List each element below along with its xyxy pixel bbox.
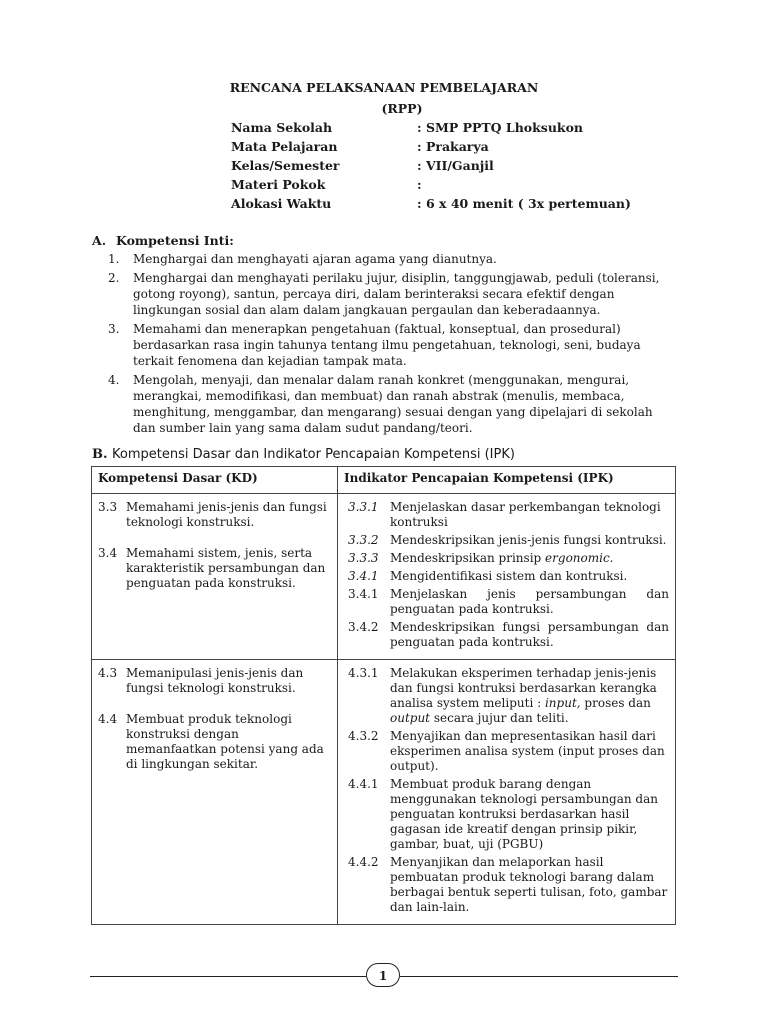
page-number: 1 bbox=[366, 963, 400, 987]
ipk-text: Membuat produk barang dengan menggunakan teknologi persambungan dan penguatan kontruksi berdasarkan hasil gagasan ide kreatif dengan prinsip pikir, gambar, buat, uji (PGBU) bbox=[390, 777, 658, 851]
kompetensi-inti-list bbox=[108, 251, 670, 439]
ipk-text: proses dan bbox=[584, 696, 651, 710]
list-text: Menghargai dan menghayati ajaran agama yang dianutnya. bbox=[133, 252, 497, 266]
meta-row-class bbox=[231, 156, 631, 175]
ipk-item bbox=[348, 666, 669, 726]
kd-number: 3.3 bbox=[98, 500, 118, 514]
list-text: Memahami dan menerapkan pengetahuan (faktual, konseptual, dan prosedural) berdasarkan rasa ingin tahunya tentang ilmu pengetahuan, teknologi, seni, budaya terkait fenomena dan kejadian tampak mata. bbox=[133, 322, 641, 368]
ipk-text: Menjelaskan jenis persambungan dan penguatan pada kontruksi. bbox=[390, 587, 669, 616]
footer-rule-right bbox=[400, 976, 678, 977]
ipk-item bbox=[348, 569, 669, 584]
ipk-number: 3.4.1 bbox=[348, 569, 379, 583]
kd-number: 4.3 bbox=[98, 666, 118, 680]
meta-label: Alokasi Waktu bbox=[231, 196, 332, 211]
meta-label: Mata Pelajaran bbox=[231, 139, 338, 154]
ipk-text-italic: output bbox=[390, 711, 431, 725]
ipk-text: Mendeskripsikan fungsi persambungan dan penguatan pada kontruksi. bbox=[390, 620, 669, 649]
ipk-number: 3.4.2 bbox=[348, 620, 379, 634]
kd-text: Memanipulasi jenis-jenis dan fungsi teknologi konstruksi. bbox=[126, 666, 304, 695]
meta-value: : Prakarya bbox=[417, 139, 489, 154]
ipk-item bbox=[348, 620, 669, 650]
ipk-item bbox=[348, 777, 669, 852]
meta-value: : bbox=[417, 177, 422, 192]
ipk-text: Melakukan eksperimen terhadap jenis-jenis dan fungsi kontruksi berdasarkan kerangka analisa system meliputi : bbox=[390, 666, 657, 710]
ipk-cell bbox=[338, 494, 676, 660]
kd-item bbox=[98, 666, 331, 696]
meta-row-time bbox=[231, 194, 631, 213]
ipk-number: 3.3.1 bbox=[348, 500, 379, 514]
column-header-kd: Kompetensi Dasar (KD) bbox=[92, 467, 338, 494]
section-a-heading bbox=[92, 233, 234, 248]
kd-ipk-table bbox=[91, 466, 676, 925]
ipk-number: 4.4.1 bbox=[348, 777, 379, 791]
table-row bbox=[92, 494, 676, 660]
ipk-number: 4.4.2 bbox=[348, 855, 379, 869]
kd-text: Memahami sistem, jenis, serta karakteristik persambungan dan penguatan pada konstruksi. bbox=[126, 546, 326, 590]
ipk-item bbox=[348, 533, 669, 548]
ipk-text-italic: input, bbox=[544, 696, 581, 710]
meta-row-subject bbox=[231, 137, 631, 156]
ipk-item bbox=[348, 500, 669, 530]
meta-label: Materi Pokok bbox=[231, 177, 326, 192]
kd-number: 3.4 bbox=[98, 546, 118, 560]
identity-block bbox=[231, 118, 631, 213]
section-title: Kompetensi Inti: bbox=[116, 233, 234, 248]
list-number: 1. bbox=[108, 252, 120, 266]
ipk-text: Menjelaskan dasar perkembangan teknologi kontruksi bbox=[390, 500, 661, 529]
meta-label: Kelas/Semester bbox=[231, 158, 340, 173]
ipk-item bbox=[348, 587, 669, 617]
kd-item bbox=[98, 712, 331, 772]
document-subtitle: (RPP) bbox=[381, 101, 423, 116]
list-text: Menghargai dan menghayati perilaku jujur, disiplin, tanggungjawab, peduli (toleransi, gotong royong), santun, percaya diri, dalam berinteraksi secara efektif dengan lingkungan sosial dan alam dalam jangkauan pergaulan dan keberadaannya. bbox=[133, 271, 660, 317]
kd-item bbox=[98, 546, 331, 591]
list-item bbox=[108, 251, 670, 267]
ipk-text: Menyanjikan dan melaporkan hasil pembuatan produk teknologi barang dalam berbagai bentuk seperti tulisan, foto, gambar dan lain-lain. bbox=[390, 855, 668, 914]
list-text: Mengolah, menyaji, dan menalar dalam ranah konkret (menggunakan, mengurai, merangkai, memodifikasi, dan membuat) dan ranah abstrak (menulis, membaca, menghitung, menggambar, dan mengarang) sesuai dengan yang dipelajari di sekolah dan sumber lain yang sama dalam sudut pandang/teori. bbox=[133, 373, 653, 435]
ipk-text-italic: ergonomic. bbox=[545, 551, 614, 565]
section-letter: A. bbox=[92, 233, 107, 248]
list-number: 2. bbox=[108, 271, 120, 285]
meta-value: : 6 x 40 menit ( 3x pertemuan) bbox=[417, 196, 631, 211]
ipk-text: Mendeskripsikan jenis-jenis fungsi kontruksi. bbox=[390, 533, 667, 547]
kd-text: Membuat produk teknologi konstruksi dengan memanfaatkan potensi yang ada di lingkungan sekitar. bbox=[126, 712, 324, 771]
ipk-text: Menyajikan dan mepresentasikan hasil dari eksperimen analisa system (input proses dan output). bbox=[390, 729, 665, 773]
ipk-item bbox=[348, 855, 669, 915]
document-title: RENCANA PELAKSANAAN PEMBELAJARAN bbox=[229, 80, 539, 95]
kd-cell bbox=[92, 494, 338, 660]
kd-text: Memahami jenis-jenis dan fungsi teknologi konstruksi. bbox=[126, 500, 327, 529]
ipk-text: secara jujur dan teliti. bbox=[433, 711, 569, 725]
meta-value: : VII/Ganjil bbox=[417, 158, 494, 173]
meta-row-topic bbox=[231, 175, 631, 194]
ipk-number: 3.3.2 bbox=[348, 533, 379, 547]
kd-number: 4.4 bbox=[98, 712, 118, 726]
list-item bbox=[108, 372, 670, 436]
footer-rule-left bbox=[90, 976, 366, 977]
ipk-number: 3.3.3 bbox=[348, 551, 379, 565]
ipk-number: 4.3.2 bbox=[348, 729, 379, 743]
ipk-text: Mengidentifikasi sistem dan kontruksi. bbox=[390, 569, 628, 583]
ipk-number: 4.3.1 bbox=[348, 666, 379, 680]
section-letter: B. bbox=[92, 447, 108, 462]
list-item bbox=[108, 270, 670, 318]
list-number: 4. bbox=[108, 373, 120, 387]
column-header-ipk: Indikator Pencapaian Kompetensi (IPK) bbox=[338, 467, 676, 494]
ipk-item bbox=[348, 729, 669, 774]
ipk-cell bbox=[338, 660, 676, 925]
list-item bbox=[108, 321, 670, 369]
table-header-row bbox=[92, 467, 676, 494]
section-b-heading bbox=[92, 447, 515, 462]
meta-value: : SMP PPTQ Lhoksukon bbox=[417, 120, 584, 135]
ipk-text: Mendeskripsikan prinsip bbox=[390, 551, 542, 565]
kd-cell bbox=[92, 660, 338, 925]
table-row bbox=[92, 660, 676, 925]
meta-row-school bbox=[231, 118, 631, 137]
section-title: Kompetensi Dasar dan Indikator Pencapaian Kompetensi (IPK) bbox=[112, 447, 515, 462]
ipk-item bbox=[348, 551, 669, 566]
list-number: 3. bbox=[108, 322, 120, 336]
ipk-number: 3.4.1 bbox=[348, 587, 379, 601]
kd-item bbox=[98, 500, 331, 530]
meta-label: Nama Sekolah bbox=[231, 120, 333, 135]
